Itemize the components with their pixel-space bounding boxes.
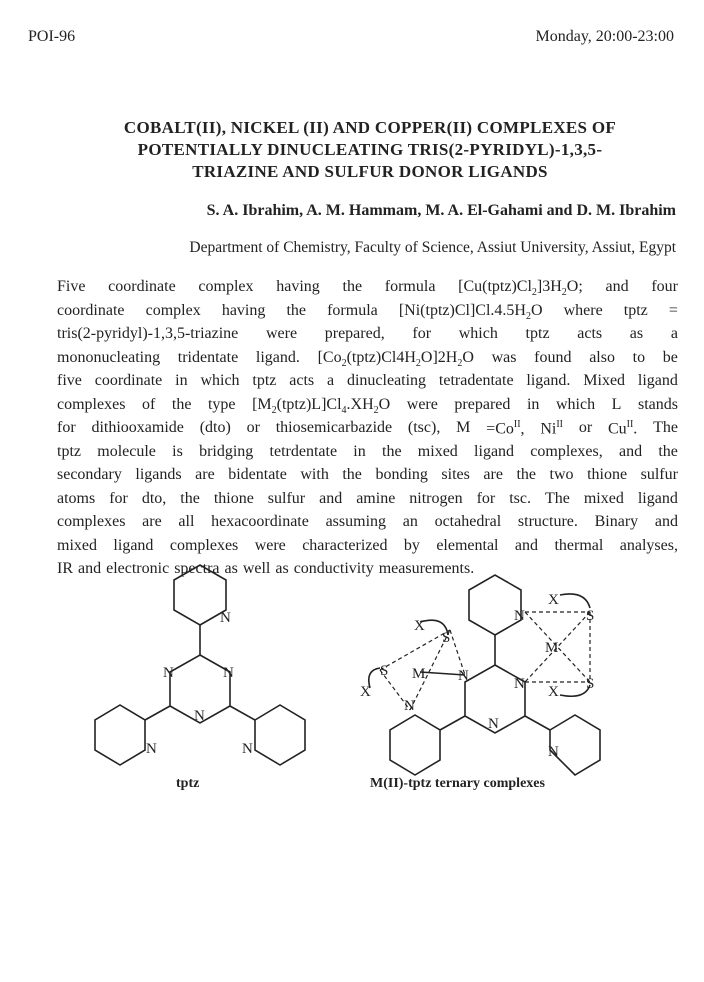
atom-s: S [586,676,595,692]
abstract-line: Five coordinate complex having the formula $[Cu(tptz)Cl_2]3H_2O$; and four [57,278,678,299]
atom-m: M [412,666,426,682]
affiliation: Department of Chemistry, Faculty of Science, Assiut University, Assiut, Egypt [189,239,676,256]
title-line-2: POTENTIALLY DINUCLEATING TRIS(2-PYRIDYL)-1,3,5- [137,140,603,159]
abstract-line: secondary ligands are bidentate with the bonding sites are the two thione sulfur [57,466,678,483]
atom-n: N [163,665,174,681]
ternary-complex-structure [369,575,600,775]
atom-m: M [545,640,559,656]
atom-n: N [404,698,415,714]
title-line-1: COBALT(II), NICKEL (II) AND COPPER(II) COMPLEXES OF [123,118,617,137]
poster-code: POI-96 [28,28,76,45]
figure-caption-complexes: M(II)-tptz ternary complexes [370,776,545,791]
atom-x: X [548,592,559,608]
session-time: Monday, 20:00-23:00 [535,28,674,45]
abstract-line: tris(2-pyridyl)-1,3,5-triazine were prepared, for which tptz acts as a [57,325,678,342]
abstract-line: coordinate complex having the formula $[Ni(tptz)Cl]Cl.4.5H_2O$ where tptz = [57,301,678,322]
atom-n: N [514,608,525,624]
figure-caption-tptz: tptz [176,776,200,791]
atom-n: N [242,741,253,757]
abstract-line: atoms for dto, the thione sulfur and amine nitrogen for tsc. The mixed ligand [57,489,678,507]
atom-n: N [223,665,234,681]
atom-n: N [458,668,469,684]
atom-n: N [548,744,559,760]
authors: S. A. Ibrahim, A. M. Hammam, M. A. El-Gahami and D. M. Ibrahim [206,202,676,219]
atom-n: N [146,741,157,757]
atom-x: X [414,618,425,634]
atom-n: N [220,610,231,626]
atom-x: X [548,684,559,700]
tptz-structure [95,565,305,765]
atom-s: S [586,608,595,624]
abstract-line: tptz molecule is bridging tetrdentate in the mixed ligand complexes, and the [57,442,678,460]
atom-n: N [514,676,525,692]
abstract-line: five coordinate in which tptz acts a dinucleating tetradentate ligand. Mixed ligand [57,372,678,389]
abstract-line: complexes of the type $[M_2(tptz)L]Cl_4.XH_2O$ were prepared in which L stands [57,395,678,416]
abstract-line: complexes are all hexacoordinate assuming an octahedral structure. Binary and [57,513,678,530]
title-line-3: TRIAZINE AND SULFUR DONOR LIGANDS [192,162,548,181]
abstract-line: IR and electronic spectra as well as conductivity measurements. [57,560,475,577]
atom-x: X [360,684,371,700]
abstract-line: for dithiooxamide (dto) or thiosemicarbazide (tsc), M $=Co^{II}$, $Ni^{II}$ or $Cu^{II}$. The [57,419,678,438]
chemical-structures [0,560,704,780]
atom-s: S [442,630,451,646]
abstract-line: mixed ligand complexes were characterized by elemental and thermal analyses, [57,536,678,554]
abstract-line: mononucleating tridentate ligand. $[Co_2(tptz)Cl4H_2O]2H_2O$ was found also to be [57,348,678,369]
atom-s: S [380,663,389,679]
atom-n: N [194,708,205,724]
atom-n: N [488,716,499,732]
